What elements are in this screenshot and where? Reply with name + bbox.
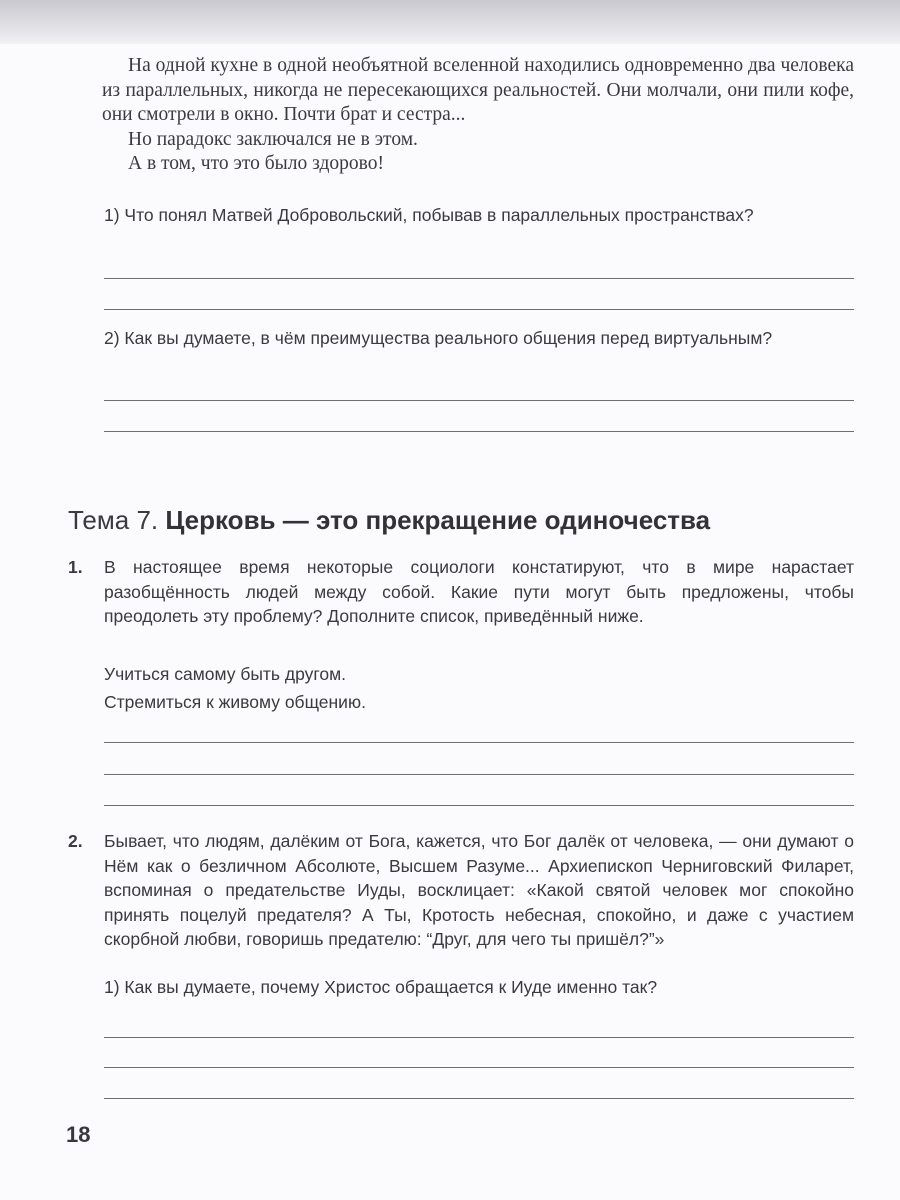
list-item: Стремиться к живому общению. xyxy=(104,692,366,712)
answer-line[interactable] xyxy=(104,805,854,806)
task-2 xyxy=(68,829,854,952)
task-text: Бывает, что людям, далёким от Бога, кажется, что Бог далёк от человека, — они думают о Нём как о безличном Абсолюте, Высшем Разуме... Архиепископ Черниговский Филарет, вспоминая о предательстве Иуды, восклицает: «Какой святой человек мог спокойно принять поцелуй предателя? А Ты, Кротость небесная, спокойно, и даже с участием скорбной любви, говоришь предателю: “Друг, для чего ты пришёл?”» xyxy=(104,831,854,949)
list-item: Учиться самому быть другом. xyxy=(104,664,347,684)
question-text: 1) Как вы думаете, почему Христос обращается к Иуде именно так? xyxy=(104,977,658,997)
page-number: 18 xyxy=(66,1122,91,1147)
topic-title: Церковь — это прекращение одиночества xyxy=(165,505,711,535)
answer-line[interactable] xyxy=(104,1037,854,1038)
topic-prefix: Тема 7. xyxy=(68,505,159,535)
answer-line[interactable] xyxy=(104,1067,854,1068)
scan-top-shadow xyxy=(0,0,900,44)
story-paragraph: А в том, что это было здорово! xyxy=(128,153,384,174)
answer-line[interactable] xyxy=(104,742,854,743)
story-paragraph: На одной кухне в одной необъятной вселенной находились одновременно два человека из параллельных, никогда не пересекающихся реальностей. Они молчали, они пили кофе, они смотрели в окно. Почти брат и сестра... xyxy=(102,55,854,125)
answer-line[interactable] xyxy=(104,431,854,432)
task-1 xyxy=(68,555,854,629)
question-text: 2) Как вы думаете, в чём преимущества реального общения перед виртуальным? xyxy=(104,328,773,348)
answer-line[interactable] xyxy=(104,278,854,279)
story-excerpt xyxy=(102,54,854,177)
task-number: 2. xyxy=(68,831,83,851)
question-text: 1) Что понял Матвей Добровольский, побывав в параллельных пространствах? xyxy=(104,205,754,225)
task-number: 1. xyxy=(68,557,83,577)
answer-line[interactable] xyxy=(104,1098,854,1099)
answer-line[interactable] xyxy=(104,309,854,310)
story-paragraph: Но парадокс заключался не в этом. xyxy=(128,128,418,150)
answer-line[interactable] xyxy=(104,774,854,775)
topic-heading xyxy=(68,500,858,540)
answer-line[interactable] xyxy=(104,400,854,401)
task-text: В настоящее время некоторые социологи констатируют, что в мире нарастает разобщённость людей между собой. Какие пути могут быть предложены, чтобы преодолеть эту проблему? Дополните список, приведённый ниже. xyxy=(104,557,854,626)
